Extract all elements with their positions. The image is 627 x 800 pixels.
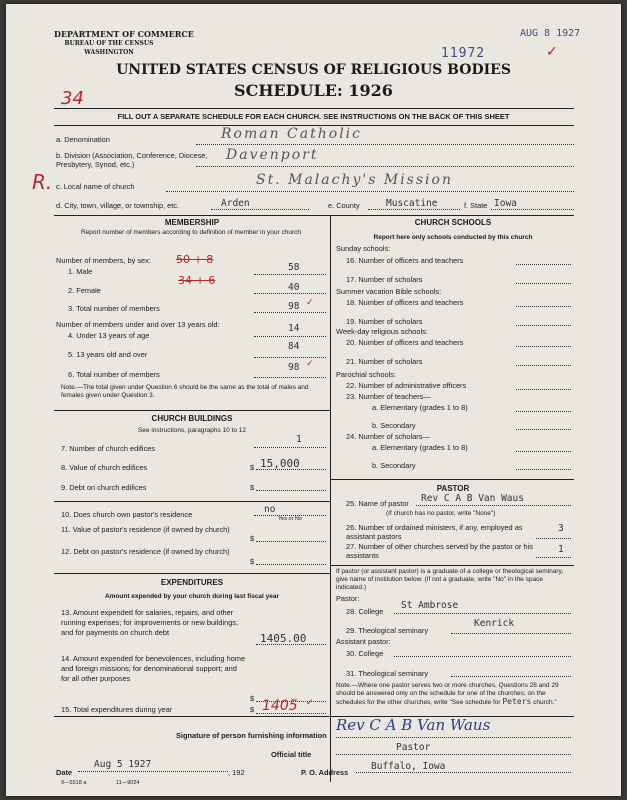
date-suffix: , 192 xyxy=(228,768,245,777)
date-value: Aug 5 1927 xyxy=(94,759,152,770)
q19-label: 19. Number of scholars xyxy=(346,317,423,326)
schedule-number: 11972 xyxy=(441,46,486,61)
q1-label: 1. Male xyxy=(68,267,93,276)
q24-label: 24. Number of scholars— xyxy=(346,432,430,441)
vacation-label: Summer vacation Bible schools: xyxy=(336,287,442,296)
city-name: WASHINGTON xyxy=(84,49,134,56)
q18-label: 18. Number of officers and teachers xyxy=(346,298,464,307)
denomination-label: a. Denomination xyxy=(56,135,110,144)
q14-label: 14. Amount expended for benevolences, including home and foreign missions; for denominational support; and for all other purposes xyxy=(61,654,246,683)
margin-mark: R. xyxy=(32,170,53,194)
q23-label: 23. Number of teachers— xyxy=(346,392,431,401)
q23a-label: a. Elementary (grades 1 to 8) xyxy=(372,403,468,412)
dollar-sign: $ xyxy=(250,705,255,714)
q29-value: Kenrick xyxy=(474,618,515,629)
by-sex-label: Number of members, by sex: xyxy=(56,256,151,265)
check-mark-icon: ✓ xyxy=(306,359,314,369)
city-value: Arden xyxy=(221,198,250,209)
date-label: Date xyxy=(56,768,73,777)
q26-value: 3 xyxy=(558,523,564,534)
dollar-sign: $ xyxy=(250,694,255,703)
city-label: d. City, town, village, or township, etc. xyxy=(56,201,180,210)
q15-value: 1405 xyxy=(262,698,298,714)
form-subtitle: SCHEDULE: 1926 xyxy=(234,81,393,100)
bureau-name: BUREAU OF THE CENSUS xyxy=(64,40,154,47)
graduate-note: If pastor (or assistant pastor) is a graduate of a college or theological seminary, give name of institution below. (If not a graduate, write "No" in the space indicated.) xyxy=(336,568,564,591)
q4-value: 14 xyxy=(288,323,300,334)
form-number: 9—5518 a xyxy=(61,780,87,786)
expenditures-heading: EXPENDITURES xyxy=(160,578,224,587)
check-mark-icon: ✓ xyxy=(306,298,314,308)
q10-hint: Yes or No xyxy=(278,516,302,522)
q2-crossed: 34 + 6 xyxy=(178,274,216,287)
assistant-label: Assistant pastor: xyxy=(336,637,391,646)
q3-value: 98 xyxy=(288,301,300,312)
denomination-value: Roman Catholic xyxy=(221,126,362,142)
dollar-sign: $ xyxy=(250,483,255,492)
q1-value: 58 xyxy=(288,262,300,273)
q16-label: 16. Number of officers and teachers xyxy=(346,256,464,265)
q13-label: 13. Amount expended for salaries, repairs, and other running expenses; for improvements or new buildings; and for payments on church debt xyxy=(61,608,239,637)
q29-label: 29. Theological seminary xyxy=(346,626,429,635)
q26-label: 26. Number of ordained ministers, if any, employed as assistant pastors xyxy=(346,523,523,541)
department-heading xyxy=(54,29,194,57)
pastor-note xyxy=(336,682,572,707)
form-title: UNITED STATES CENSUS OF RELIGIOUS BODIES xyxy=(116,62,511,78)
q25-label: 25. Name of pastor xyxy=(346,499,409,508)
q5-value: 84 xyxy=(288,341,300,352)
pastor-sub-label: Pastor: xyxy=(336,594,360,603)
q30-label: 30. College xyxy=(346,649,384,658)
signature: Rev C A B Van Waus xyxy=(336,716,491,734)
q9-label: 9. Debt on church edifices xyxy=(61,483,147,492)
q6-label: 6. Total number of members xyxy=(68,370,160,379)
q10-label: 10. Does church own pastor's residence xyxy=(61,510,193,519)
pastor-note-text: Note.—Where one pastor serves two or more churches, Questions 28 and 29 should be answered only on the schedule for one of the churches; on the schedules for the other churches, write "See schedule for xyxy=(336,682,559,706)
dollar-sign: $ xyxy=(250,463,255,472)
membership-sub: Report number of members according to definition of member in your church xyxy=(80,229,302,236)
q28-label: 28. College xyxy=(346,607,384,616)
po-address-label: P. O. Address xyxy=(301,768,349,777)
dollar-sign: $ xyxy=(250,534,255,543)
q6-value: 98 xyxy=(288,362,300,373)
buildings-heading: CHURCH BUILDINGS xyxy=(151,414,233,423)
pastor-heading: PASTOR xyxy=(436,484,470,493)
county-value: Muscatine xyxy=(386,198,438,209)
q3-label: 3. Total number of members xyxy=(68,304,160,313)
q11-label: 11. Value of pastor's residence (if owned by church) xyxy=(61,525,230,534)
state-label: f. State xyxy=(464,201,488,210)
q13-value: 1405.00 xyxy=(260,632,307,645)
q20-label: 20. Number of officers and teachers xyxy=(346,338,464,347)
check-mark-icon: ✓ xyxy=(546,44,558,60)
received-date-stamp: AUG 8 1927 xyxy=(520,28,581,39)
sunday-label: Sunday schools: xyxy=(336,244,391,253)
state-value: Iowa xyxy=(494,198,517,209)
handwritten-page-number: 34 xyxy=(61,88,84,109)
q7-label: 7. Number of church edifices xyxy=(61,444,156,453)
q24b-label: b. Secondary xyxy=(372,461,416,470)
form-instruction: FILL OUT A SEPARATE SCHEDULE FOR EACH CHURCH. SEE INSTRUCTIONS ON THE BACK OF THIS SHEET xyxy=(117,112,510,121)
census-schedule-page xyxy=(6,4,621,796)
official-title-label: Official title xyxy=(271,750,312,759)
q1-crossed: 50 + 8 xyxy=(176,253,214,266)
q22-label: 22. Number of administrative officers xyxy=(346,381,467,390)
dollar-sign: $ xyxy=(250,557,255,566)
q15-label: 15. Total expenditures during year xyxy=(61,705,173,714)
division-value: Davenport xyxy=(226,147,319,163)
q24a-label: a. Elementary (grades 1 to 8) xyxy=(372,443,468,452)
q2-label: 2. Female xyxy=(68,286,101,295)
q4-label: 4. Under 13 years of age xyxy=(68,331,150,340)
dept-name: DEPARTMENT OF COMMERCE xyxy=(54,29,194,39)
schools-sub: Report here only schools conducted by this church xyxy=(373,234,533,241)
county-label: e. County xyxy=(328,201,360,210)
signature-label: Signature of person furnishing information xyxy=(176,731,327,740)
by-age-label: Number of members under and over 13 years old: xyxy=(56,320,220,329)
membership-heading: MEMBERSHIP xyxy=(164,218,220,227)
q25-value: Rev C A B Van Waus xyxy=(421,493,524,504)
schools-heading: CHURCH SCHOOLS xyxy=(414,218,492,227)
q8-value: 15,000 xyxy=(260,457,300,470)
po-address-value: Buffalo, Iowa xyxy=(371,761,446,772)
q31-label: 31. Theological seminary xyxy=(346,669,429,678)
q25-hint: (If church has no pastor, write "None") xyxy=(386,510,496,517)
church-name-value: St. Malachy's Mission xyxy=(256,172,453,188)
division-label: b. Division (Association, Conference, Diocese, Presbytery, Synod, etc.) xyxy=(56,151,208,169)
official-title-value: Pastor xyxy=(396,742,431,753)
q28-value: St Ambrose xyxy=(401,600,459,611)
q7-value: 1 xyxy=(296,434,302,445)
q21-label: 21. Number of scholars xyxy=(346,357,423,366)
q17-label: 17. Number of scholars xyxy=(346,275,423,284)
q27-label: 27. Number of other churches served by the pastor or his assistants xyxy=(346,542,533,560)
pastor-note-value: Peters xyxy=(502,697,532,706)
pastor-note-end: church." xyxy=(533,699,557,706)
q8-label: 8. Value of church edifices xyxy=(61,463,148,472)
q5-label: 5. 13 years old and over xyxy=(68,350,148,359)
parochial-label: Parochial schools: xyxy=(336,370,396,379)
q2-value: 40 xyxy=(288,282,300,293)
form-code: 11—9024 xyxy=(116,780,140,786)
church-name-label: c. Local name of church xyxy=(56,182,135,191)
check-mark-icon: ✓ xyxy=(306,698,314,708)
weekday-label: Week-day religious schools: xyxy=(336,327,428,336)
q10-value: no xyxy=(264,504,276,515)
membership-note: Note.—The total given under Question 6 should be the same as the total of males and females given under Question 3. xyxy=(61,384,309,399)
buildings-sub: See instructions, paragraphs 10 to 12 xyxy=(137,427,247,434)
q27-value: 1 xyxy=(558,544,564,555)
q12-label: 12. Debt on pastor's residence (if owned by church) xyxy=(61,547,230,556)
q23b-label: b. Secondary xyxy=(372,421,416,430)
expenditures-sub: Amount expended by your church during last fiscal year xyxy=(104,593,280,600)
